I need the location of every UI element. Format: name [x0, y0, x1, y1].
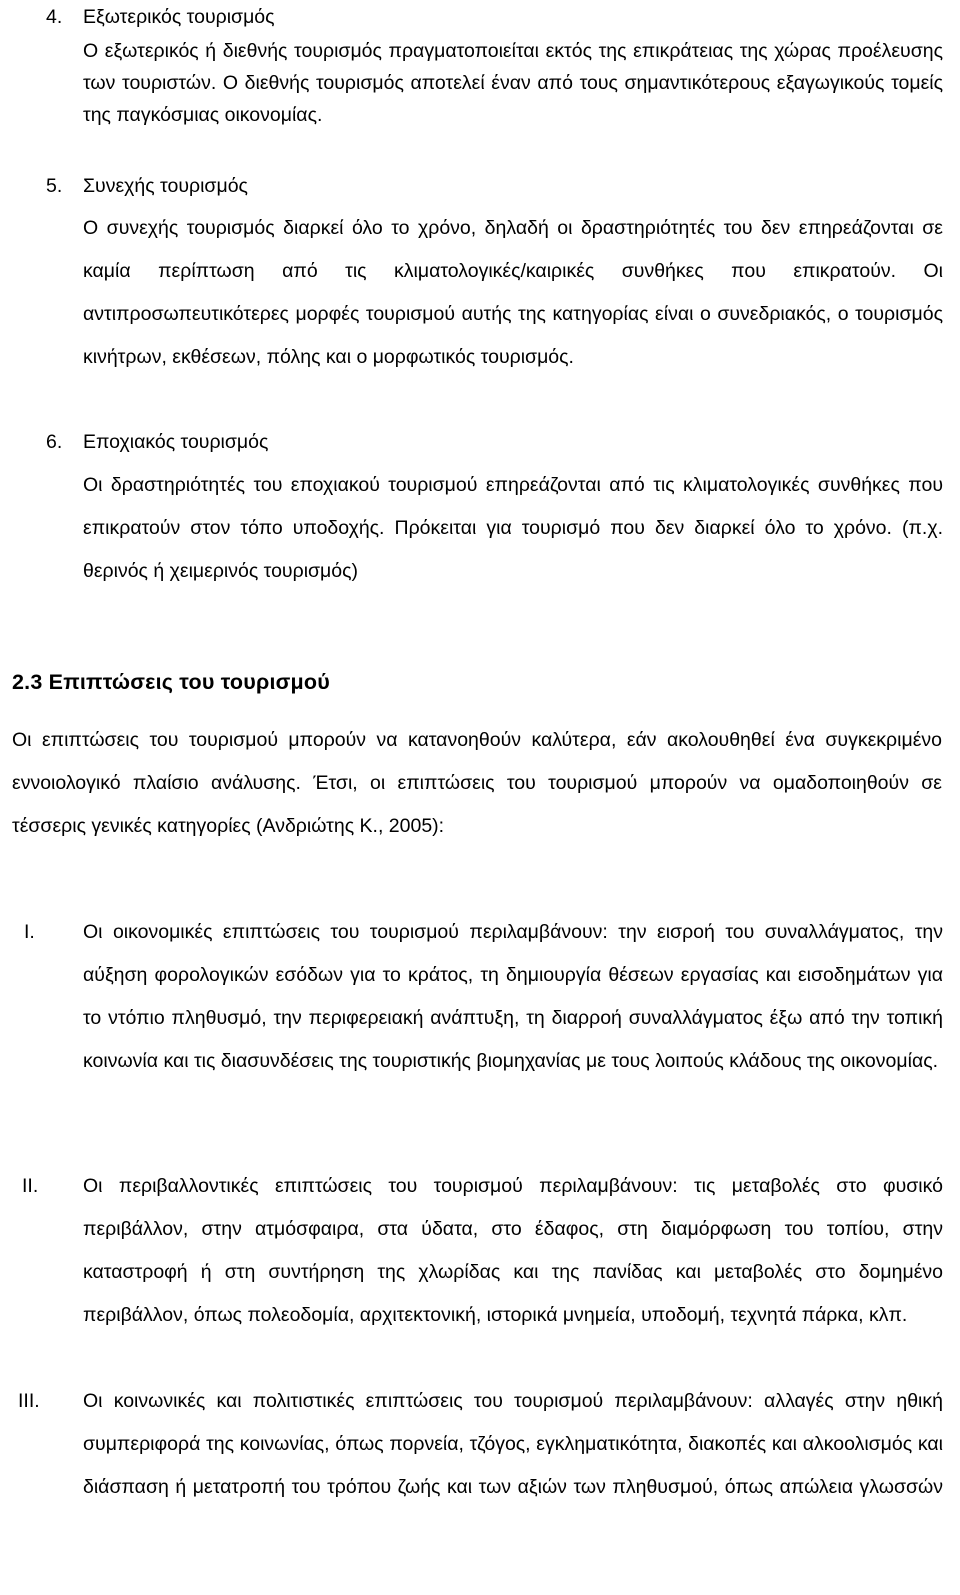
item-number: 5.: [46, 175, 63, 197]
item-number: 4.: [46, 6, 63, 28]
item-number: 6.: [46, 431, 63, 453]
section-heading: 2.3 Επιπτώσεις του τουρισμού: [12, 670, 330, 694]
impact-text: Οι περιβαλλοντικές επιπτώσεις του τουρισμού περιλαμβάνουν: τις μεταβολές στο φυσικό περιβάλλον, στην ατμόσφαιρα, στα ύδατα, στο έδαφος, στη διαμόρφωση του τοπίου, στην καταστροφή ή στη συντήρηση της χλωρίδας και της πανίδας και μεταβολές στο δομημένο περιβάλλον, όπως πολεοδομία, αρχιτεκτονική, ιστορικά μνημεία, υποδομή, τεχνητά πάρκα, κλπ.: [83, 1175, 943, 1326]
item-title: Εποχιακός τουρισμός: [83, 431, 269, 453]
impact-text: Οι οικονομικές επιπτώσεις του τουρισμού περιλαμβάνουν: την εισροή του συναλλάγματος, την αύξηση φορολογικών εσόδων για το κράτος, τη δημιουργία θέσεων εργασίας και εισοδημάτων για το ντόπιο πληθυσμό, την περιφερειακή ανάπτυξη, τη διαρροή συναλλάγματος έξω από την τοπική κοινωνία και τις διασυνδέσεις της τουριστικής βιομηχανίας με τους λοιπούς κλάδους της οικονομίας.: [83, 921, 943, 1072]
impact-numeral: II.: [22, 1175, 39, 1197]
impact-numeral: I.: [24, 921, 35, 943]
item-body: Ο εξωτερικός ή διεθνής τουρισμός πραγματοποιείται εκτός της επικράτειας της χώρας προέλευσης των τουριστών. Ο διεθνής τουρισμός αποτελεί έναν από τους σημαντικότερους εξαγωγικούς τομείς της παγκόσμιας οικονομίας.: [83, 40, 943, 126]
impact-text: Οι κοινωνικές και πολιτιστικές επιπτώσεις του τουρισμού περιλαμβάνουν: αλλαγές στην ηθική συμπεριφορά της κοινωνίας, όπως πορνεία, τζόγος, εγκληματικότητα, διακοπές και αλκοολισμός και διάσπαση ή μετατροπή του τρόπου ζωής και των αξιών των πληθυσμού, όπως απώλεια γλωσσών: [83, 1390, 943, 1498]
item-title: Εξωτερικός τουρισμός: [83, 6, 275, 28]
item-body: Ο συνεχής τουρισμός διαρκεί όλο το χρόνο, δηλαδή οι δραστηριότητές του δεν επηρεάζονται σε καμία περίπτωση από τις κλιματολογικές/καιρικές συνθήκες που επικρατούν. Οι αντιπροσωπευτικότερες μορφές τουρισμού αυτής της κατηγορίας είναι ο συνεδριακός, ο τουρισμός κινήτρων, εκθέσεων, πόλης και ο μορφωτικός τουρισμός.: [83, 217, 943, 368]
item-body: Οι δραστηριότητές του εποχιακού τουρισμού επηρεάζονται από τις κλιματολογικές συνθήκες που επικρατούν στον τόπο υποδοχής. Πρόκειται για τουρισμό που δεν διαρκεί όλο το χρόνο. (π.χ. θερινός ή χειμερινός τουρισμός): [83, 474, 943, 582]
impact-numeral: III.: [18, 1390, 40, 1412]
item-title: Συνεχής τουρισμός: [83, 175, 248, 197]
section-intro-paragraph: Οι επιπτώσεις του τουρισμού μπορούν να κατανοηθούν καλύτερα, εάν ακολουθηθεί ένα συγκεκριμένο εννοιολογικό πλαίσιο ανάλυσης. Έτσι, οι επιπτώσεις του τουρισμού μπορούν να ομαδοποιηθούν σε τέσσερις γενικές κατηγορίες (Ανδριώτης Κ., 2005):: [12, 729, 942, 837]
